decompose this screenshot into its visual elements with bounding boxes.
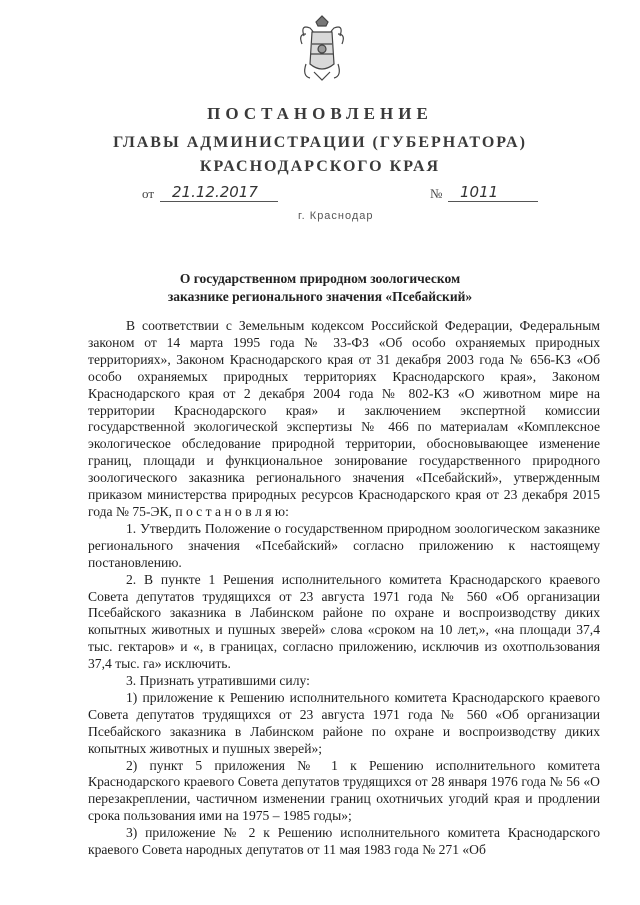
document-body: [88, 318, 600, 859]
number-value: 1011: [460, 183, 499, 201]
item-2-paragraph: 2. В пункте 1 Решения исполнительного комитета Краснодарского краевого Совета депутатов трудящихся от 23 августа 1971 года № 560 «Об организации Псебайского заказника в Лабинском районе по охране и воспроизводству диких копытных животных и пушных зверей» слова «сроком на 10 лет,», «на площади 37,4 тыс. гектаров» и «, в границах, согласно приложению, исключив из охотпользования 37,4 тыс. га» исключить.: [88, 571, 600, 672]
document-title-line-2: заказнике регионального значения «Псебайский»: [167, 289, 473, 304]
issuer-heading: ГЛАВЫ АДМИНИСТРАЦИИ (ГУБЕРНАТОРА): [113, 134, 527, 151]
item-1-paragraph: 1. Утвердить Положение о государственном природном зоологическом заказнике регионального значения «Псебайский» согласно приложению к настоящему постановлению.: [88, 520, 600, 570]
date-value: 21.12.2017: [172, 183, 258, 201]
document-title-line-1: О государственном природном зоологическом: [179, 271, 461, 286]
document-type-heading: ПОСТАНОВЛЕНИЕ: [207, 104, 433, 123]
region-heading: КРАСНОДАРСКОГО КРАЯ: [199, 158, 441, 175]
sub-item-2-paragraph: 2) пункт 5 приложения № 1 к Решению исполнительного комитета Краснодарского краевого Совета депутатов трудящихся от 28 января 1976 года № 56 «О перезакреплении, частичном изменении границ охотничьих угодий края и продлении срока пользования ими на 1975 – 1985 годы»;: [88, 757, 600, 824]
intro-paragraph: В соответствии с Земельным кодексом Российской Федерации, Федеральным законом от 14 марта 1995 года № 33-ФЗ «Об особо охраняемых природных территориях», Законом Краснодарского края от 31 декабря 2003 года № 656-КЗ «Об особо охраняемых природных территориях Краснодарского края», Законом Краснодарского края от 2 декабря 2004 года № 802-КЗ «О животном мире на территории Краснодарского края» и заключением экспертной комиссии государственной экологической экспертизы № 466 по материалам «Комплексное экологическое обследование природной территории, обосновывающее изменение границ, площади и функциональное зонирование государственного природного зоологического заказника регионального значения «Псебайский», утвержденным приказом министерства природных ресурсов Краснодарского края от 23 декабря 2015 года № 75-ЭК, п о с т а н о в л я ю:: [88, 318, 600, 519]
date-label: от: [142, 186, 155, 201]
item-3-paragraph: 3. Признать утратившими силу:: [126, 673, 310, 689]
date-underline: [160, 201, 278, 202]
number-label: №: [430, 186, 443, 201]
city-label: г. Краснодар: [298, 210, 374, 222]
sub-item-1-paragraph: 1) приложение к Решению исполнительного комитета Краснодарского краевого Совета депутатов трудящихся от 23 августа 1971 года № 560 «Об организации Псебайского заказника в Лабинском районе по охране и воспроизводству диких копытных животных и пушных зверей»;: [88, 689, 600, 756]
coat-of-arms-emblem: [296, 14, 348, 84]
sub-item-3-paragraph: 3) приложение № 2 к Решению исполнительного комитета Краснодарского краевого Совета народных депутатов от 11 мая 1983 года № 271 «Об: [88, 825, 600, 858]
number-underline: [448, 201, 538, 202]
